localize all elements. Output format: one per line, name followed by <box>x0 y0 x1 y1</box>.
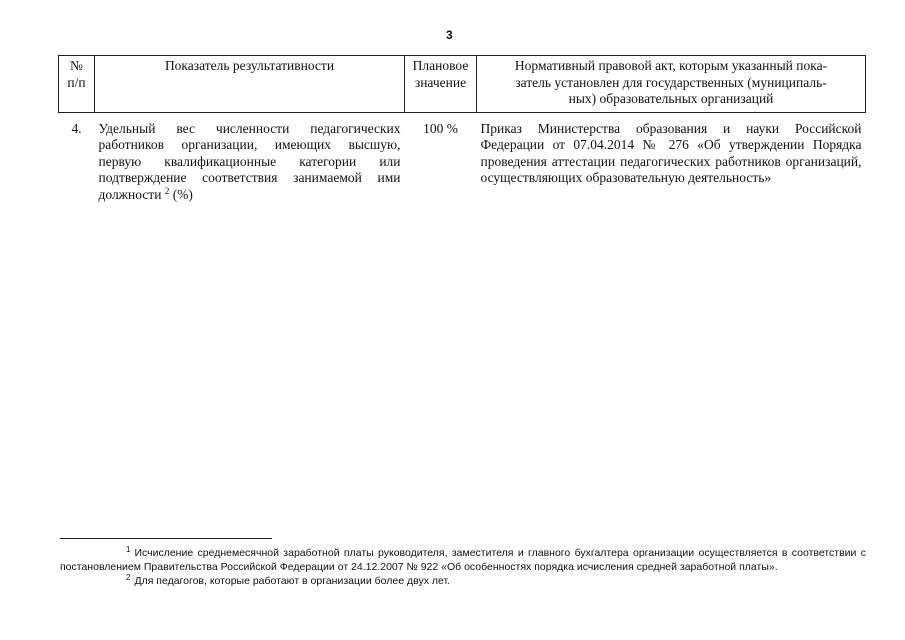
row-number: 4. <box>71 120 82 136</box>
footnote-1 <box>60 546 866 574</box>
footnote-mark: 1 <box>126 545 131 554</box>
footnotes <box>60 546 866 588</box>
row-indicator-text: Удельный вес численности педагогических работников организации, имеющих высшую, первую квалификационные категории или подтверждение соответствия занимаемой ими должности <box>98 120 401 202</box>
header-legal-act: Нормативный правовой акт, которым указанный пока- затель установлен для государственных (муниципаль- ных) образовательных организаций <box>477 56 866 113</box>
footnote-separator <box>60 538 272 539</box>
header-number: № п/п <box>59 56 95 113</box>
table-row <box>59 112 866 203</box>
page-number: 3 <box>446 28 453 42</box>
row-planned-value: 100 % <box>423 120 458 136</box>
row-indicator-unit: (%) <box>169 186 193 202</box>
table-header-row <box>59 56 866 113</box>
footnote-text: Для педагогов, которые работают в организации более двух лет. <box>134 575 451 587</box>
footnote-2 <box>60 574 866 588</box>
row-legal-act: Приказ Министерства образования и науки Российской Федерации от 07.04.2014 № 276 «Об утверждении Порядка проведения аттестации педагогических работников организаций, осуществляющих образовательную деятельность» <box>480 120 862 185</box>
footnote-ref-2: 2 <box>164 185 170 196</box>
header-planned-value: Плановое значение <box>405 56 477 113</box>
indicators-table <box>58 55 866 203</box>
footnote-mark: 2 <box>126 573 131 582</box>
header-indicator: Показатель результативности <box>95 56 405 113</box>
footnote-text: Исчисление среднемесячной заработной платы руководителя, заместителя и главного бухгалтера организации осуществляется в соответствии с постановлением Правительства Российской Федерации от 24.12.2007 № 922 «Об особенностях порядка исчисления средней заработной платы». <box>60 547 866 573</box>
row-indicator <box>95 112 405 203</box>
